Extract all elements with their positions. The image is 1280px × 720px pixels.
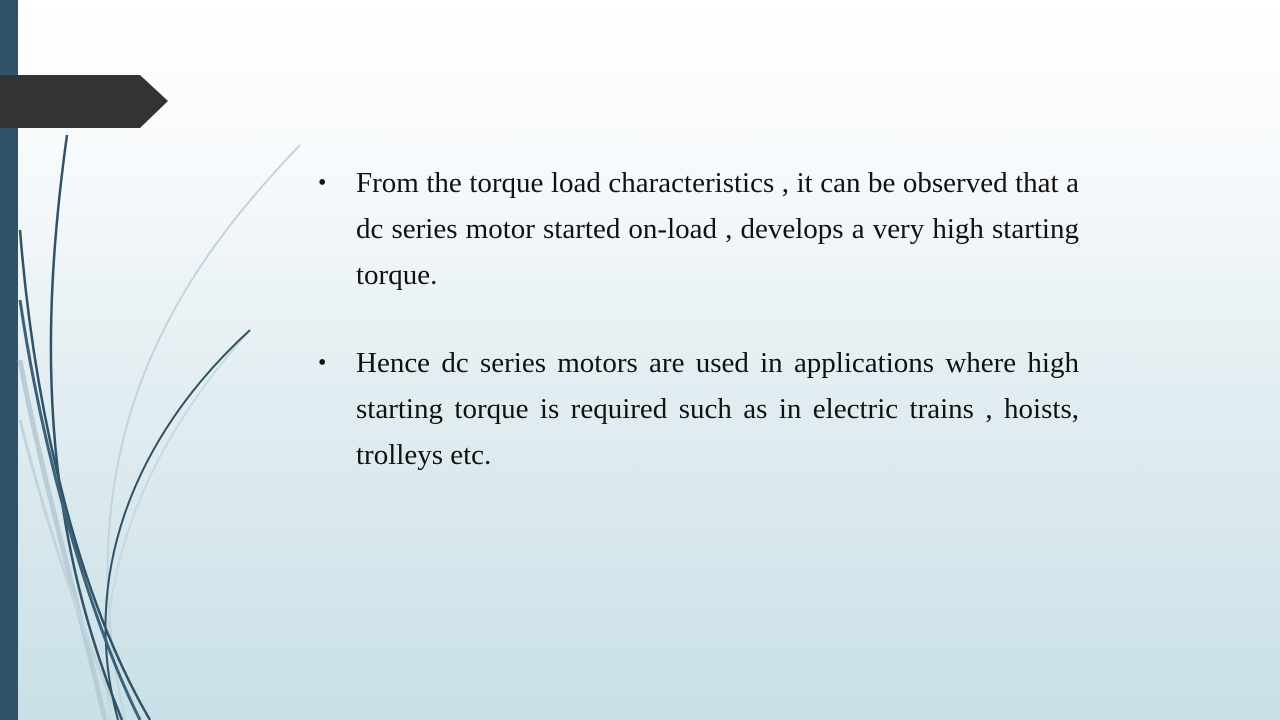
bullet-item-2 [316,340,1079,478]
bullet-list [316,160,1079,478]
bullet-marker: • [318,350,327,376]
curve-dark-4 [20,300,140,720]
bullet-text: Hence dc series motors are used in applications where high starting torque is required such as in electric trains , hoists, trolleys etc. [356,347,1079,471]
bullet-text: From the torque load characteristics , it can be observed that a dc series motor started on-load , develops a very high starting torque. [356,167,1079,291]
curve-dark-3 [106,330,250,720]
curve-light-1 [108,145,300,720]
curve-light-2 [107,330,250,720]
slide-content [316,160,1079,520]
bullet-item-1 [316,160,1079,298]
title-tab-shape [0,75,168,128]
curve-light-3 [20,360,105,720]
bullet-marker: • [318,170,327,196]
